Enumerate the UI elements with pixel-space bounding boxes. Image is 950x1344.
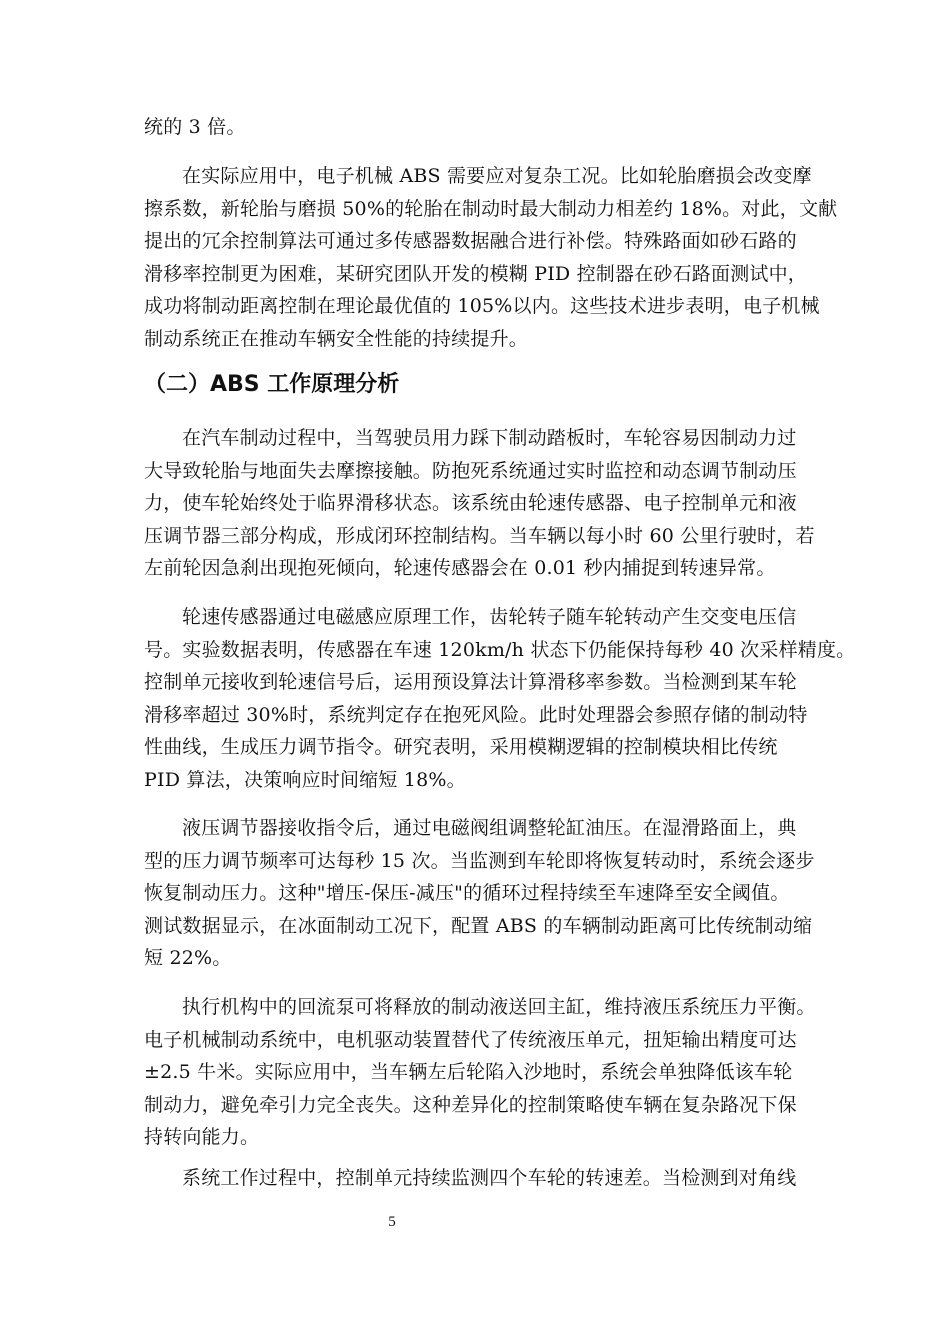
text-line: 在汽车制动过程中，当驾驶员用力踩下制动踏板时，车轮容易因制动力过 bbox=[182, 427, 797, 449]
text-line: 号。实验数据表明，传感器在车速 120km/h 状态下仍能保持每秒 40 次采样精度。 bbox=[144, 639, 856, 661]
text-line: 压调节器三部分构成，形成闭环控制结构。当车辆以每小时 60 公里行驶时，若 bbox=[144, 525, 815, 547]
text-line: 系统工作过程中，控制单元持续监测四个车轮的转速差。当检测到对角线 bbox=[182, 1167, 797, 1189]
text-line: 短 22%。 bbox=[144, 947, 232, 969]
text-line: 成功将制动距离控制在理论最优值的 105%以内。这些技术进步表明，电子机械 bbox=[144, 295, 820, 317]
text-line: 滑移率超过 30%时，系统判定存在抱死风险。此时处理器会参照存储的制动特 bbox=[144, 704, 808, 726]
text-line: 电子机械制动系统中，电机驱动装置替代了传统液压单元，扭矩输出精度可达 bbox=[144, 1029, 797, 1051]
text-line: 在实际应用中，电子机械 ABS 需要应对复杂工况。比如轮胎磨损会改变摩 bbox=[182, 165, 812, 187]
text-line: 力，使车轮始终处于临界滑移状态。该系统由轮速传感器、电子控制单元和液 bbox=[144, 492, 797, 514]
text-line: 控制单元接收到轮速信号后，运用预设算法计算滑移率参数。当检测到某车轮 bbox=[144, 671, 797, 693]
text-line: 左前轮因急刹出现抱死倾向，轮速传感器会在 0.01 秒内捕捉到转速异常。 bbox=[144, 557, 776, 579]
text-line: 滑移率控制更为困难，某研究团队开发的模糊 PID 控制器在砂石路面测试中， bbox=[144, 263, 808, 285]
text-line: PID 算法，决策响应时间缩短 18%。 bbox=[144, 769, 466, 791]
text-line: ±2.5 牛米。实际应用中，当车辆左后轮陷入沙地时，系统会单独降低该车轮 bbox=[144, 1061, 793, 1083]
text-line: 型的压力调节频率可达每秒 15 次。当监测到车轮即将恢复转动时，系统会逐步 bbox=[144, 850, 815, 872]
text-line: 大导致轮胎与地面失去摩擦接触。防抱死系统通过实时监控和动态调节制动压 bbox=[144, 460, 797, 482]
text-line: 制动系统正在推动车辆安全性能的持续提升。 bbox=[144, 328, 529, 350]
page-number: 5 bbox=[388, 1214, 396, 1230]
text-line: 轮速传感器通过电磁感应原理工作，齿轮转子随车轮转动产生交变电压信 bbox=[182, 606, 797, 628]
text-line: 测试数据显示，在冰面制动工况下，配置 ABS 的车辆制动距离可比传统制动缩 bbox=[144, 915, 813, 937]
text-line: 制动力，避免牵引力完全丧失。这种差异化的控制策略使车辆在复杂路况下保 bbox=[144, 1094, 797, 1116]
text-line: 性曲线，生成压力调节指令。研究表明，采用模糊逻辑的控制模块相比传统 bbox=[144, 736, 778, 758]
text-line: 液压调节器接收指令后，通过电磁阀组调整轮缸油压。在湿滑路面上，典 bbox=[182, 817, 797, 839]
text-line: 执行机构中的回流泵可将释放的制动液送回主缸，维持液压系统压力平衡。 bbox=[182, 996, 816, 1018]
text-line: 恢复制动压力。这种"增压-保压-减压"的循环过程持续至车速降至安全阈值。 bbox=[144, 882, 790, 904]
text-line: 提出的冗余控制算法可通过多传感器数据融合进行补偿。特殊路面如砂石路的 bbox=[144, 230, 797, 252]
text-line: 擦系数，新轮胎与磨损 50%的轮胎在制动时最大制动力相差约 18%。对此，文献 bbox=[144, 198, 838, 220]
text-line: 持转向能力。 bbox=[144, 1126, 260, 1148]
text-line: 统的 3 倍。 bbox=[144, 116, 246, 138]
section-heading: （二）ABS 工作原理分析 bbox=[144, 372, 400, 397]
